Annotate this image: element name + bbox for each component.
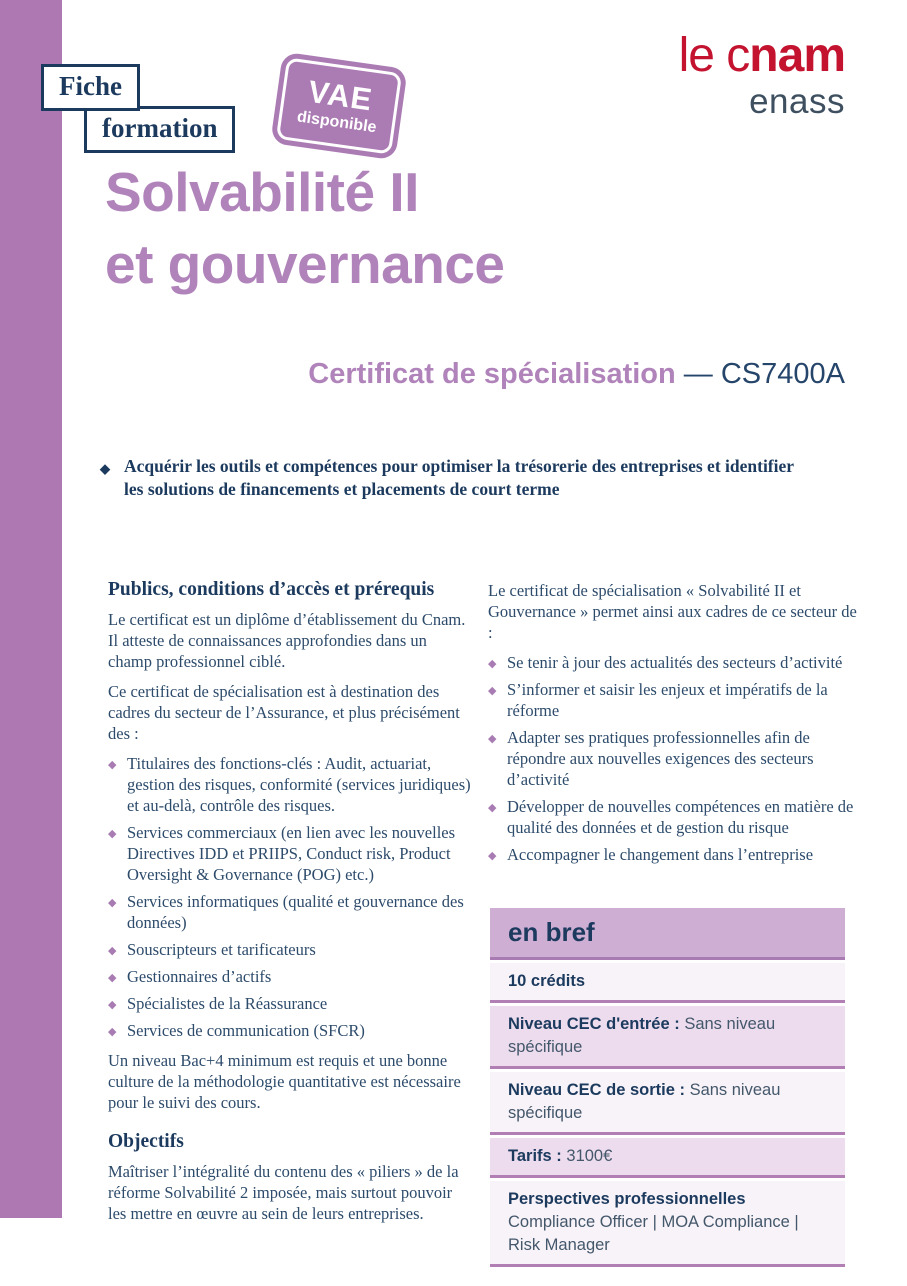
paragraph: Maîtriser l’intégralité du contenu des « piliers » de la réforme Solvabilité 2 imposée, mais surtout pouvoir les mettre en œuvre au sein de leurs entreprises. [108, 1162, 459, 1223]
bullet-item [488, 652, 858, 673]
paragraph: Ce certificat de spécialisation est à destination des cadres du secteur de l’Assurance, et plus précisément des : [108, 682, 460, 743]
bullet-text: Développer de nouvelles compétences en matière de qualité des données et de gestion du risque [507, 797, 854, 837]
fiche-tag-label: Fiche [59, 71, 122, 101]
bullet-item [488, 727, 858, 790]
formation-tag-label: formation [102, 113, 218, 143]
paragraph: Un niveau Bac+4 minimum est requis et une bonne culture de la méthodologie quantitative est nécessaire pour le suivi des cours. [108, 1051, 461, 1112]
diamond-bullet-icon: ◆ [488, 733, 497, 745]
bullet-item [108, 939, 471, 960]
diamond-bullet-icon: ◆ [488, 850, 497, 862]
right-column [488, 580, 858, 874]
row-value: Sans niveau spécifique [508, 1081, 781, 1122]
cnam-logo-text [678, 29, 845, 82]
row-label: Tarifs : [508, 1147, 562, 1165]
bullet-item [108, 891, 471, 933]
diamond-bullet-icon: ◆ [488, 802, 497, 814]
page-title [105, 156, 505, 300]
subtitle-label: Certificat de spécialisation [308, 358, 676, 390]
bullet-text: Titulaires des fonctions-clés : Audit, actuariat, gestion des risques, conformité (services juridiques) et au-delà, contrôle des risques. [127, 754, 471, 815]
diamond-bullet-icon: ◆ [100, 461, 110, 476]
en-bref-row-cec-sortie [490, 1072, 845, 1135]
diamond-bullet-icon: ◆ [108, 1026, 117, 1038]
row-label: Niveau CEC de sortie : [508, 1081, 685, 1099]
row-label: 10 crédits [508, 972, 586, 990]
bullet-item [488, 796, 858, 838]
diamond-bullet-icon: ◆ [488, 685, 497, 697]
right-bullet-list [488, 652, 858, 865]
page-title-line2: et gouvernance [105, 233, 505, 295]
row-label: Perspectives professionnelles [508, 1190, 746, 1208]
bullet-item [108, 966, 471, 987]
cnam-logo-nam: nam [749, 29, 845, 82]
en-bref-box [490, 908, 845, 1267]
row-value: 3100€ [566, 1147, 613, 1165]
en-bref-row-credits [490, 963, 845, 1003]
cnam-enass-logo [678, 29, 845, 121]
left-bullet-list [108, 753, 471, 1041]
enass-logo-text: enass [749, 82, 845, 121]
vae-badge [270, 52, 408, 161]
en-bref-row-cec-entree [490, 1006, 845, 1069]
bullet-item [488, 679, 858, 721]
diamond-bullet-icon: ◆ [108, 828, 117, 840]
vae-badge-subtitle: disponible [295, 108, 378, 137]
diamond-bullet-icon: ◆ [108, 945, 117, 957]
subtitle-code: — CS7400A [675, 358, 845, 390]
bullet-item [108, 822, 471, 885]
paragraph: Le certificat est un diplôme d’établissement du Cnam. Il atteste de connaissances approfondies dans un champ professionnel ciblé. [108, 610, 466, 671]
bullet-text: S’informer et saisir les enjeux et impératifs de la réforme [507, 680, 828, 720]
bullet-text: Adapter ses pratiques professionnelles afin de répondre aux nouvelles exigences des secteurs d’activité [507, 728, 814, 789]
fiche-tag [41, 64, 140, 111]
diamond-bullet-icon: ◆ [108, 999, 117, 1011]
intro-bullet [100, 455, 800, 501]
bullet-text: Gestionnaires d’actifs [127, 967, 272, 986]
row-value: Sans niveau spécifique [508, 1015, 776, 1056]
bullet-text: Services informatiques (qualité et gouvernance des données) [127, 892, 464, 932]
bullet-text: Spécialistes de la Réassurance [127, 994, 328, 1013]
diamond-bullet-icon: ◆ [108, 759, 117, 771]
formation-tag [84, 106, 235, 153]
bullet-item [108, 753, 471, 816]
paragraph: Le certificat de spécialisation « Solvabilité II et Gouvernance » permet ainsi aux cadres de ce secteur de : [488, 581, 857, 642]
bullet-text: Services commerciaux (en lien avec les nouvelles Directives IDD et PRIIPS, Conduct risk, Product Oversight & Governance (POG) etc.) [127, 823, 456, 884]
page-title-line1: Solvabilité II [105, 161, 419, 223]
vae-badge-inner [276, 57, 402, 154]
en-bref-row-tarifs [490, 1138, 845, 1178]
row-label: Niveau CEC d'entrée : [508, 1015, 680, 1033]
diamond-bullet-icon: ◆ [108, 972, 117, 984]
bullet-item [488, 844, 858, 865]
cnam-logo-le: le c [678, 29, 750, 82]
bullet-text: Souscripteurs et tarificateurs [127, 940, 316, 959]
subtitle [308, 356, 845, 392]
bullet-text: Services de communication (SFCR) [127, 1021, 365, 1040]
bullet-item [108, 1020, 471, 1041]
diamond-bullet-icon: ◆ [108, 897, 117, 909]
bullet-text: Accompagner le changement dans l’entreprise [507, 845, 814, 864]
vae-badge-title: VAE [306, 73, 375, 118]
section-heading-objectifs: Objectifs [108, 1131, 184, 1152]
section-heading-publics: Publics, conditions d’accès et prérequis [108, 579, 435, 600]
bullet-text: Se tenir à jour des actualités des secteurs d’activité [507, 653, 843, 672]
intro-bullet-text: Acquérir les outils et compétences pour optimiser la trésorerie des entreprises et identifier les solutions de financements et placements de court terme [124, 456, 794, 499]
left-purple-stripe [0, 0, 62, 1218]
row-value: Compliance Officer | MOA Compliance | Risk Manager [508, 1213, 799, 1254]
en-bref-row-perspectives [490, 1181, 845, 1267]
diamond-bullet-icon: ◆ [488, 658, 497, 670]
left-column [108, 578, 471, 1233]
bullet-item [108, 993, 471, 1014]
en-bref-header: en bref [490, 908, 845, 960]
